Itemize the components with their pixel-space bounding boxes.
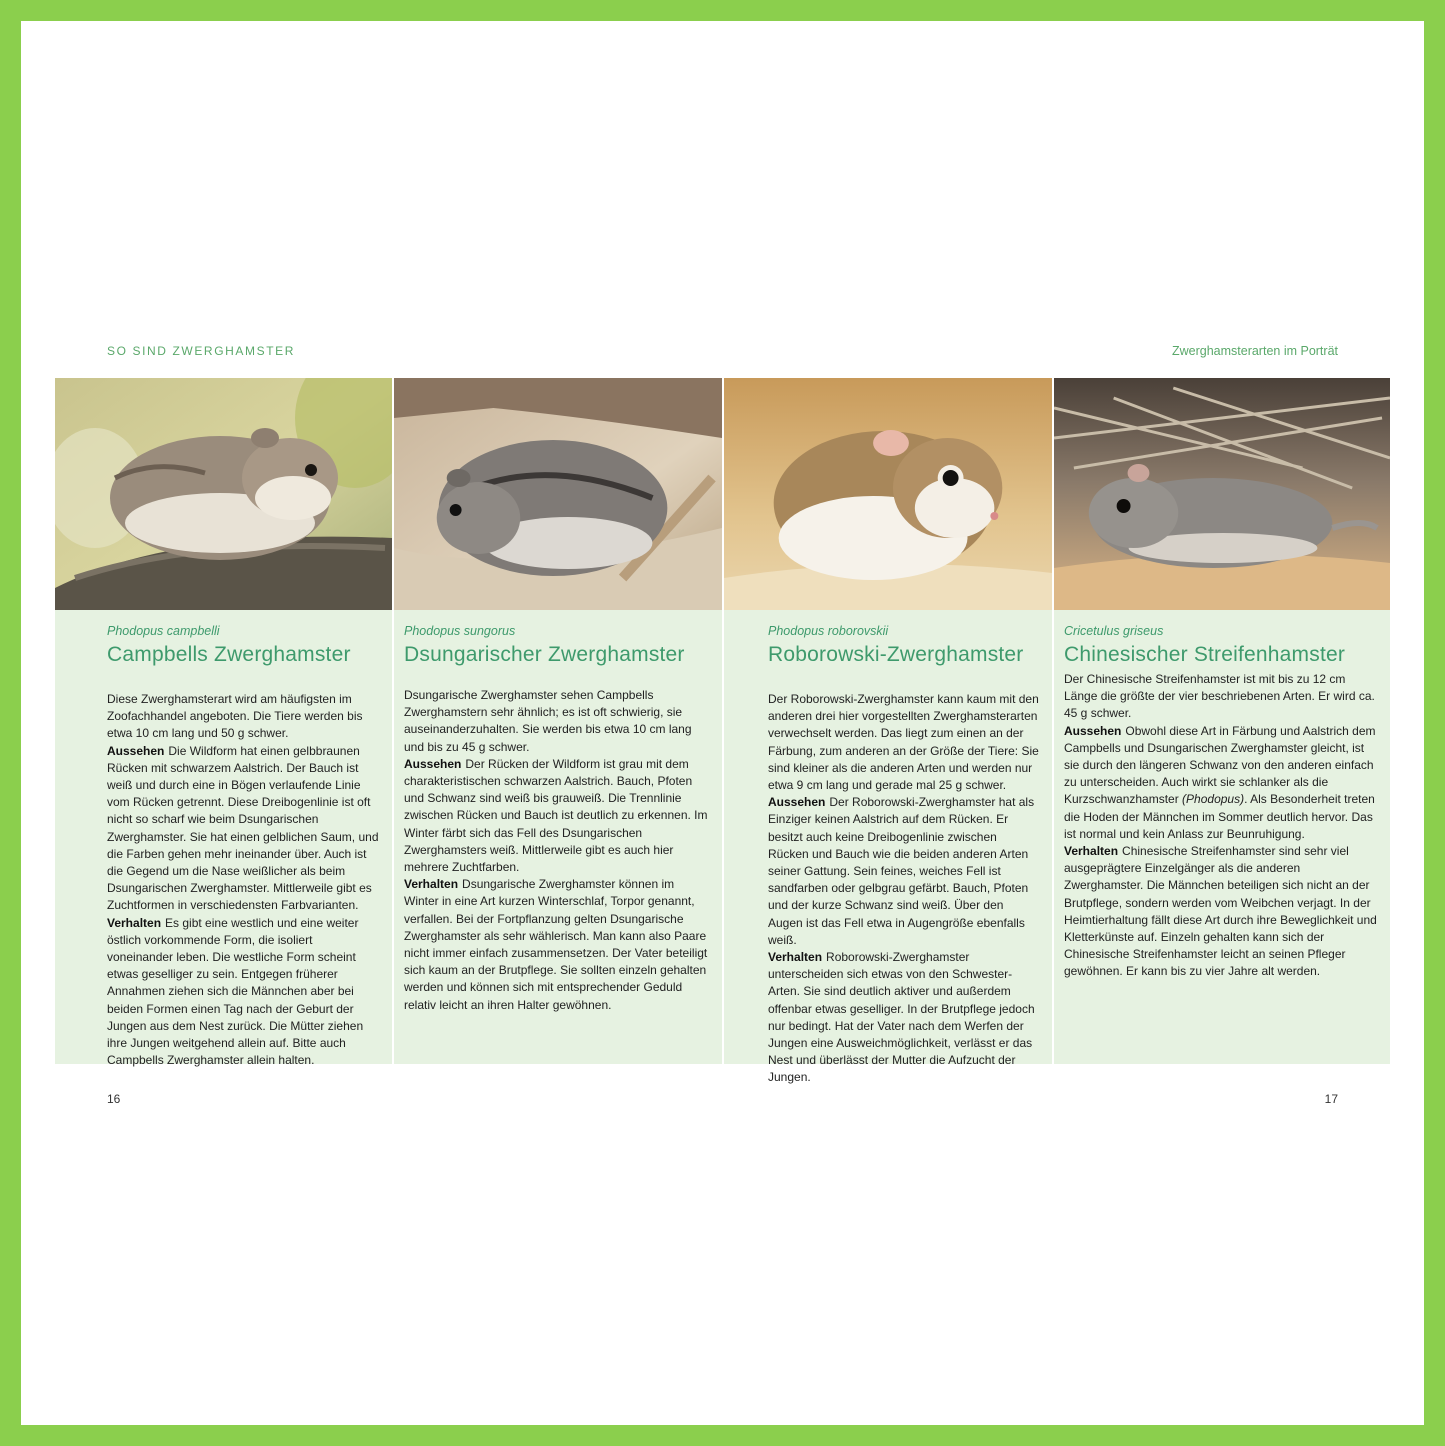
appearance-text: Obwohl diese Art in Färbung und Aalstrich dem Campbells und Dsungarischen Zwerghamster gleicht, ist sie durch den längeren Schwanz von den anderen einfach zu unterscheiden. Auch wirkt sie schlanker als die Kurzschwanzhamster [1064,723,1376,807]
species-title: Dsungarischer Zwerghamster [404,643,685,666]
behavior-label: Verhalten [1064,844,1119,859]
appearance-text: Der Rücken der Wildform ist grau mit dem charakteristischen schwarzen Aalstrich. Bauch, Pfoten und Schwanz sind weiß bis grauweiß. Die Trennlinie zwischen Rücken und Bauch ist deutlich zu erkennen. Im Winter färbt sich das Fell des Dsungarischen Zwerghamsters weiß. Mittlerweile gibt es auch hier mehrere Zuchtfarben. [404,756,708,875]
species-column-sungorus [392,378,722,1064]
behavior-text: Chinesische Streifenhamster sind sehr viel ausgeprägtere Einzelgänger als die anderen Zwerghamster. Die Männchen beteiligen sich nicht an der Brutpflege, sondern werden vom Weibchen verjagt. In der Heimtierhaltung fällt diese Art durch ihre Beweglichkeit und Kletterkünste auf. Einzeln gehalten kann sich der Chinesische Streifenhamster leicht an seinen Pfleger gewöhnen. Er kann bis zu vier Jahre alt werden. [1064,844,1377,979]
species-text-sungorus [394,610,722,1014]
photo-roborovski-hamster [724,378,1052,610]
species-title: Roborowski-Zwerghamster [768,643,1024,666]
behavior-label: Verhalten [404,877,459,892]
appearance-text: Der Roborowski-Zwerghamster hat als Einziger keinen Aalstrich auf dem Rücken. Er besitzt auch keine Dreibogenlinie zwischen Rücken und Bauch wie die beiden anderen Arten seiner Gattung. Sein feines, weiches Fell ist sandfarben oder gelbgrau gefärbt. Bauch, Pfoten und der kurze Schwanz sind weiß. Über den Augen ist das Fell etwa in Augengröße ebenfalls weiß. [768,795,1035,947]
appearance-paragraph [1064,723,1378,843]
behavior-paragraph [404,876,710,1014]
page-number-right: 17 [1324,1092,1338,1106]
species-body [1064,671,1382,981]
behavior-text: Dsungarische Zwerghamster können im Winter in eine Art kurzen Winterschlaf, Torpor genannt, verfallen. Bei der Fortpflanzung gelten Dsungarische Zwerghamster als sehr wählerisch. Man kann also Paare nicht immer einfach zusammensetzen. Der Vater beteiligt sich kaum an der Brutpflege. Sie sollten einzeln gehalten werden und können sich mit entsprechender Geduld relativ leicht an ihren Halter gewöhnen. [404,877,708,1012]
species-body [404,687,714,1014]
intro-paragraph: Dsungarische Zwerghamster sehen Campbells Zwerghamstern sehr ähnlich; es ist oft schwierig, sie auseinanderzuhalten. Sie werden bis etwa 10 cm lang und bis zu 45 g schwer. [404,688,692,754]
appearance-genus: (Phodopus) [1182,792,1245,807]
appearance-text-cont: . Als Besonderheit treten die Hoden der Männchen im Sommer deutlich hervor. Das ist normal und kein Anlass zur Beunruhigung. [1064,792,1375,841]
species-title: Chinesischer Streifenhamster [1064,643,1346,666]
running-header-right: Zwerghamsterarten im Porträt [1171,344,1338,358]
intro-paragraph: Der Roborowski-Zwerghamster kann kaum mit den anderen drei hier vorgestellten Zwerghamsterarten verwechselt werden. Das liegt zum einen an der Färbung, zum anderen an der Größe der Tiere: Sie sind kleiner als die anderen Arten und werden nur etwa 9 cm lang und gerade mal 25 g schwer. [768,692,1039,793]
intro-paragraph: Diese Zwerghamsterart wird am häufigsten im Zoofachhandel angeboten. Die Tiere werden bis etwa 10 cm lang und 50 g schwer. [107,692,363,741]
species-body [107,691,384,1069]
species-columns [55,378,1390,1085]
behavior-label: Verhalten [768,950,823,965]
latin-name: Cricetulus griseus [1064,624,1164,638]
appearance-paragraph [404,756,710,876]
appearance-label: Aussehen [107,743,165,758]
species-text-roborovskii [724,610,1052,1087]
running-header-left: SO SIND ZWERGHAMSTER [107,344,296,358]
book-spread [55,320,1390,1120]
species-column-roborovskii [722,378,1052,1085]
page-number-left: 16 [107,1092,121,1106]
behavior-text: Es gibt eine westlich und eine weiter östlich vorkommende Form, die isoliert voneinander leben. Die westliche Form scheint etwas geselliger zu sein. Entgegen früherer Annahmen ziehen sich die Männchen aber bei beiden Formen einen Tag nach der Geburt der Jungen aus dem Nest zurück. Die Mütter ziehen ihre Jungen weitgehend allein auf. Bitte auch Campbells Zwerghamster allein halten. [107,915,364,1068]
species-text-griseus [1054,610,1390,981]
appearance-paragraph [107,743,380,915]
species-column-campbell [55,378,392,1068]
latin-name: Phodopus campbelli [107,624,220,638]
photo-campbell-hamster [55,378,392,610]
behavior-paragraph [107,915,380,1070]
species-title: Campbells Zwerghamster [107,643,351,666]
appearance-label: Aussehen [768,795,826,810]
appearance-text: Die Wildform hat einen gelbbraunen Rücken mit schwarzem Aalstrich. Der Bauch ist weiß und durch eine in Bögen verlaufende Linie vom Rücken getrennt. Diese Dreibogenlinie ist oft nicht so scharf wie beim Dsungarischen Zwerghamster. Sie hat einen gelblichen Saum, und die Farben gehen mehr ineinander über. Auch ist die Gegend um die Nase weißlicher als beim Dsungarischen Zwerghamster. Mittlerweile gibt es Zuchtformen in verschiedensten Farbvarianten. [107,743,379,913]
appearance-paragraph [768,794,1040,949]
behavior-label: Verhalten [107,915,162,930]
appearance-label: Aussehen [404,756,462,771]
appearance-label: Aussehen [1064,723,1122,738]
species-text-campbell [55,610,392,1069]
intro-paragraph: Der Chinesische Streifenhamster ist mit bis zu 12 cm Länge die größte der vier beschriebenen Arten. Er wird ca. 45 g schwer. [1064,672,1375,721]
behavior-text: Roborowski-Zwerghamster unterscheiden sich etwas von den Schwester-Arten. Sie sind deutlich aktiver und außerdem offenbar etwas geselliger. In der Brutpflege jedoch nur bedingt. Hat der Vater nach dem Werfen der Jungen eine Ausweichmöglichkeit, verlässt er das Nest und überlässt der Mutter die Aufzucht der Jungen. [768,950,1035,1085]
behavior-paragraph [1064,843,1378,981]
latin-name: Phodopus roborovskii [768,624,889,638]
species-column-griseus [1052,378,1390,1064]
species-body [768,691,1044,1087]
latin-name: Phodopus sungorus [404,624,516,638]
photo-chinese-hamster [1054,378,1390,610]
behavior-paragraph [768,949,1040,1087]
photo-dsungarian-hamster [394,378,722,610]
